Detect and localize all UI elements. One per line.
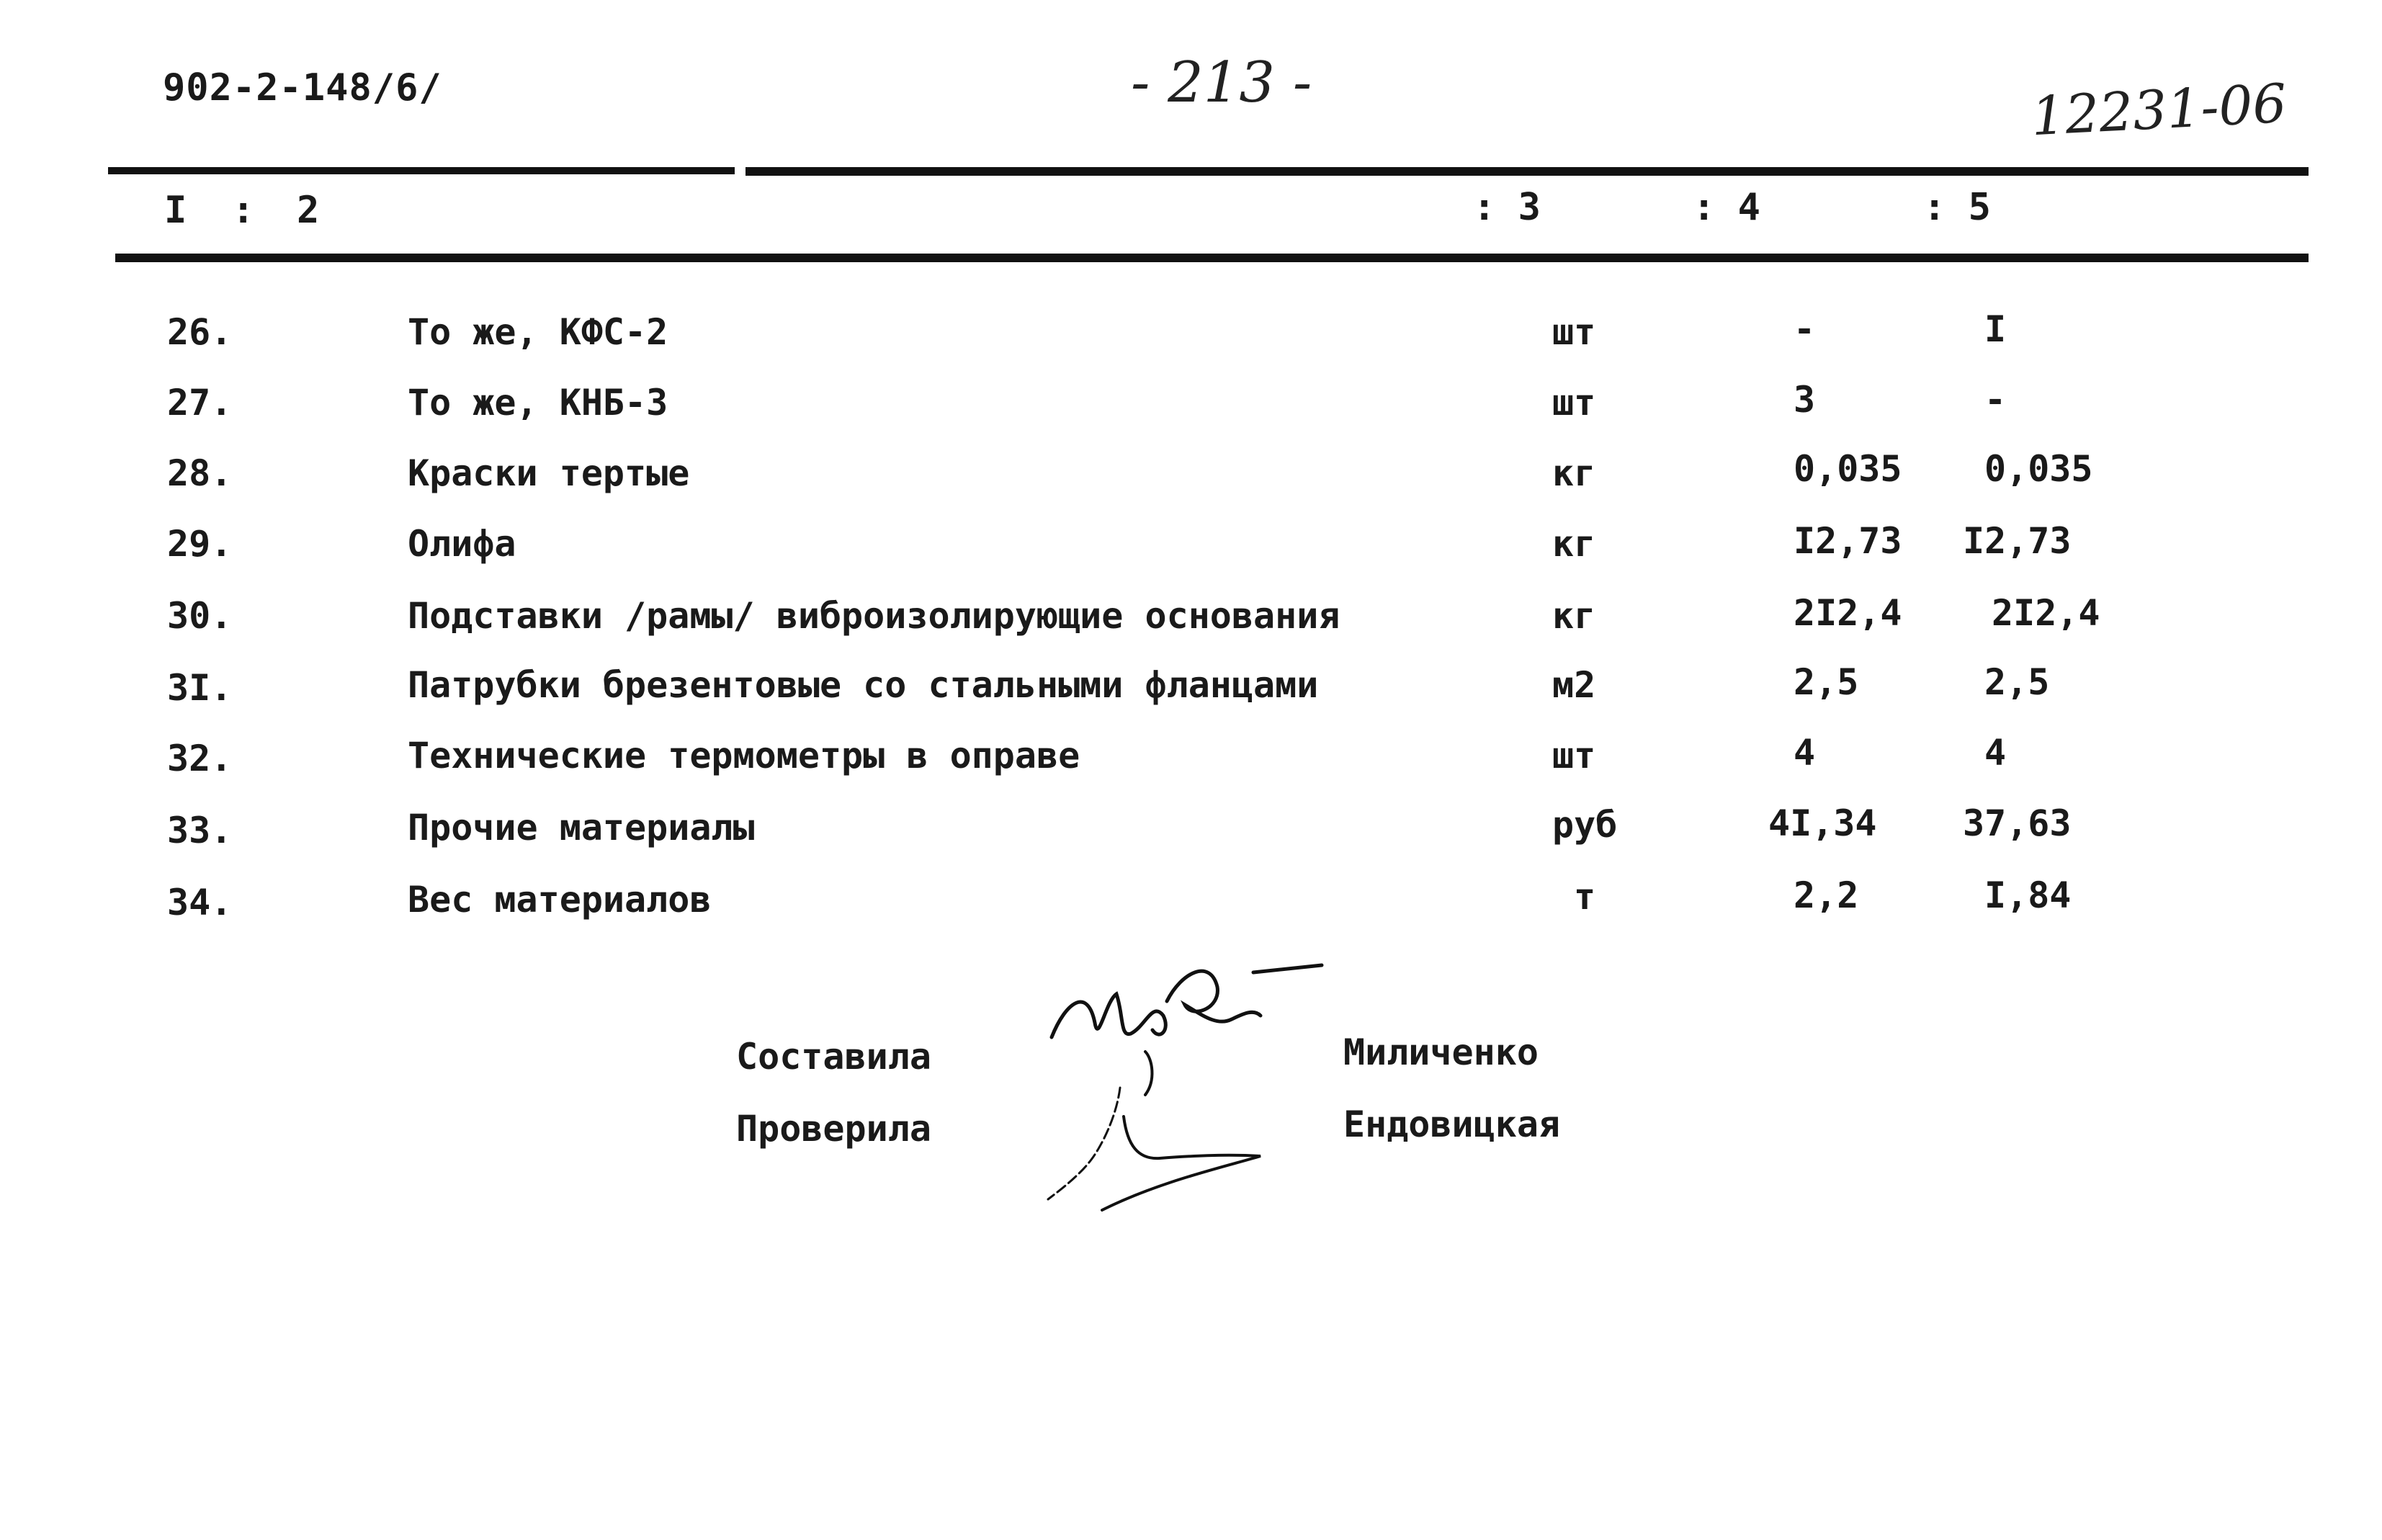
inventory-number: 12231-06 [2029, 72, 2288, 148]
row-col5: 37,63 [1963, 802, 2072, 844]
column-header-4: : 4 [1693, 186, 1760, 229]
row-unit: т [1574, 876, 1596, 918]
row-unit: шт [1552, 382, 1596, 424]
row-number: 29. [167, 523, 233, 565]
column-header-5: : 5 [1923, 186, 1991, 229]
row-name: Патрубки брезентовые со стальными фланцами [408, 664, 1319, 706]
row-name: Краски тертые [408, 452, 690, 494]
row-unit: кг [1552, 523, 1596, 565]
row-unit: кг [1552, 452, 1596, 494]
row-unit: шт [1552, 311, 1596, 353]
row-name: То же, КФС-2 [408, 311, 668, 353]
compiled-name: Миличенко [1343, 1031, 1539, 1073]
checked-name: Ендовицкая [1343, 1103, 1561, 1145]
row-col4: - [1794, 308, 1816, 350]
row-number: 26. [167, 311, 233, 353]
row-number: 28. [167, 452, 233, 494]
row-name: То же, КНБ-3 [408, 382, 668, 424]
document-code: 902-2-148/6/ [163, 66, 442, 109]
row-number: 3I. [167, 667, 233, 709]
row-col4: 2,5 [1794, 661, 1859, 703]
checked-label: Проверила [736, 1108, 931, 1150]
row-number: 32. [167, 738, 233, 779]
row-col5: I [1984, 308, 2007, 350]
row-col4: 4I,34 [1768, 802, 1877, 844]
top-rule-left [108, 167, 735, 174]
row-col4: 2,2 [1794, 874, 1859, 916]
header-bottom-rule [115, 254, 2309, 262]
row-unit: кг [1552, 595, 1596, 637]
row-col5: 4 [1984, 732, 2007, 774]
column-header-1: I [164, 189, 187, 232]
row-name: Олифа [408, 523, 516, 565]
row-number: 27. [167, 382, 233, 424]
row-col5: I2,73 [1963, 520, 2072, 562]
row-col4: 4 [1794, 732, 1816, 774]
column-header-sep: : [232, 189, 255, 232]
row-col5: - [1984, 379, 2007, 421]
row-unit: руб [1552, 804, 1618, 846]
row-unit: м2 [1552, 664, 1596, 706]
row-name: Подставки /рамы/ виброизолирующие основания [408, 595, 1340, 637]
row-name: Прочие материалы [408, 807, 755, 849]
top-rule-right [746, 167, 2309, 176]
row-number: 33. [167, 810, 233, 851]
row-col5: 0,035 [1984, 448, 2093, 490]
row-col5: I,84 [1984, 874, 2072, 916]
row-col5: 2I2,4 [1992, 592, 2100, 634]
row-number: 30. [167, 595, 233, 637]
column-header-3: : 3 [1473, 186, 1541, 229]
row-name: Технические термометры в оправе [408, 735, 1080, 776]
row-unit: шт [1552, 735, 1596, 776]
row-col4: 0,035 [1794, 448, 1902, 490]
row-col4: 2I2,4 [1794, 592, 1902, 634]
row-col5: 2,5 [1984, 661, 2050, 703]
row-col4: I2,73 [1794, 520, 1902, 562]
page-number: - 213 - [1131, 50, 1312, 115]
row-number: 34. [167, 882, 233, 923]
signature-checked [1037, 1073, 1282, 1217]
row-name: Вес материалов [408, 879, 712, 921]
compiled-label: Составила [736, 1036, 931, 1078]
row-col4: 3 [1794, 379, 1816, 421]
column-header-2: 2 [297, 189, 320, 232]
